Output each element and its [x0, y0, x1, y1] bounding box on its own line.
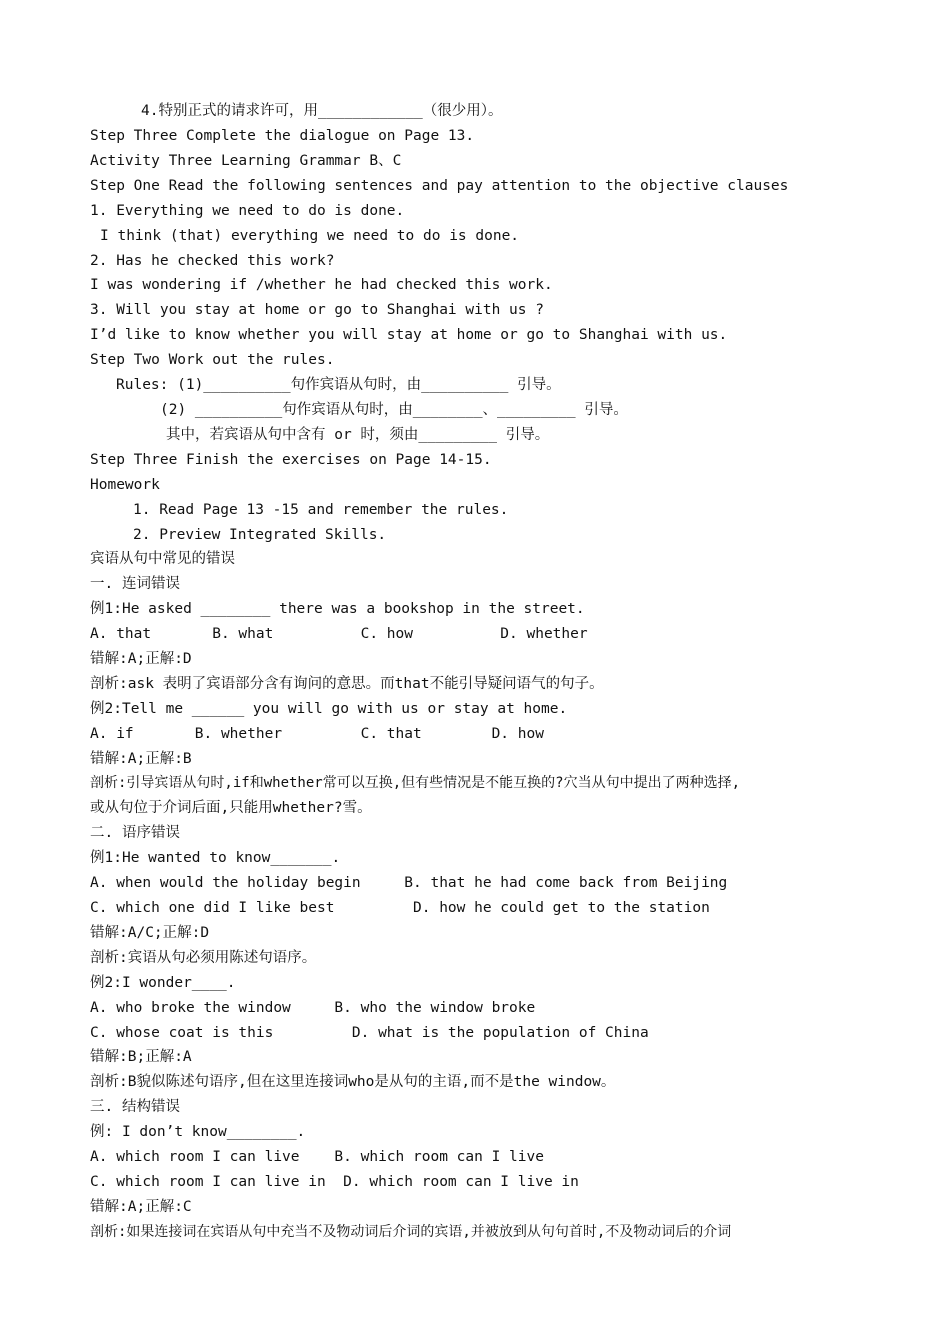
text-line: C. whose coat is this D. what is the population of China — [90, 1025, 649, 1041]
text-line: 3. Will you stay at home or go to Shanghai with us ? — [90, 302, 544, 318]
text-line: Homework — [90, 477, 160, 493]
text-line: 例2:I wonder____. — [90, 975, 236, 991]
text-line: A. if B. whether C. that D. how — [90, 726, 544, 742]
text-line: 例: I don’t know________. — [90, 1124, 306, 1140]
text-line: 宾语从句中常见的错误 — [90, 551, 235, 567]
text-line: A. when would the holiday begin B. that he had come back from Beijing — [90, 875, 728, 891]
text-line: A. who broke the window B. who the window broke — [90, 1000, 536, 1016]
text-line: (2) __________句作宾语从句时，由________、_________ 引导。 — [160, 402, 628, 418]
text-line: A. which room I can live B. which room can I live — [90, 1149, 544, 1165]
text-line: 错解:A;正解:C — [90, 1199, 192, 1215]
text-line: Rules: (1)__________句作宾语从句时，由__________ 引导。 — [116, 377, 561, 393]
text-line: 2. Has he checked this work? — [90, 253, 335, 269]
text-line: C. which room I can live in D. which room can I live in — [90, 1174, 579, 1190]
text-line: 其中，若宾语从句中含有 or 时，须由_________ 引导。 — [166, 427, 550, 443]
text-line: Step Two Work out the rules. — [90, 352, 335, 368]
text-line: 例1:He asked ________ there was a bookshop in the street. — [90, 601, 585, 617]
text-line: Step Three Complete the dialogue on Page 13. — [90, 128, 475, 144]
text-line: 4.特别正式的请求许可，用____________（很少用）。 — [141, 103, 503, 119]
text-line: 2. Preview Integrated Skills. — [133, 527, 387, 543]
text-line: Activity Three Learning Grammar B、C — [90, 153, 402, 169]
text-line: I was wondering if /whether he had checked this work. — [90, 277, 553, 293]
text-line: 或从句位于介词后面,只能用whether?雪。 — [90, 800, 372, 816]
text-line: 1. Read Page 13 -15 and remember the rules. — [133, 502, 509, 518]
text-line: 错解:B;正解:A — [90, 1049, 192, 1065]
text-line: 例1:He wanted to know_______. — [90, 850, 341, 866]
text-line: 错解:A/C;正解:D — [90, 925, 210, 941]
text-line: Step One Read the following sentences and pay attention to the objective clauses — [90, 178, 789, 194]
text-line: 剖析:ask 表明了宾语部分含有询问的意思。而that不能引导疑问语气的句子。 — [90, 676, 604, 692]
text-line: 一. 连词错误 — [90, 576, 180, 592]
text-line: 剖析:引导宾语从句时,if和whether常可以互换,但有些情况是不能互换的?穴当从句中提出了两种选择, — [90, 775, 740, 791]
text-line: I think (that) everything we need to do is done. — [100, 228, 520, 244]
text-line: 例2:Tell me ______ you will go with us or stay at home. — [90, 701, 568, 717]
text-line: A. that B. what C. how D. whether — [90, 626, 588, 642]
text-line: C. which one did I like best D. how he could get to the station — [90, 900, 710, 916]
text-line: 错解:A;正解:D — [90, 651, 192, 667]
text-line: 1. Everything we need to do is done. — [90, 203, 405, 219]
text-line: 二. 语序错误 — [90, 825, 180, 841]
text-line: I’d like to know whether you will stay at home or go to Shanghai with us. — [90, 327, 728, 343]
text-line: 剖析:B貌似陈述句语序,但在这里连接词who是从句的主语,而不是the window。 — [90, 1074, 616, 1090]
text-line: 剖析:如果连接词在宾语从句中充当不及物动词后介词的宾语,并被放到从句句首时,不及物动词后的介词 — [90, 1224, 732, 1240]
text-line: Step Three Finish the exercises on Page 14-15. — [90, 452, 492, 468]
text-line: 剖析:宾语从句必须用陈述句语序。 — [90, 950, 317, 966]
text-line: 三. 结构错误 — [90, 1099, 180, 1115]
text-line: 错解:A;正解:B — [90, 751, 192, 767]
